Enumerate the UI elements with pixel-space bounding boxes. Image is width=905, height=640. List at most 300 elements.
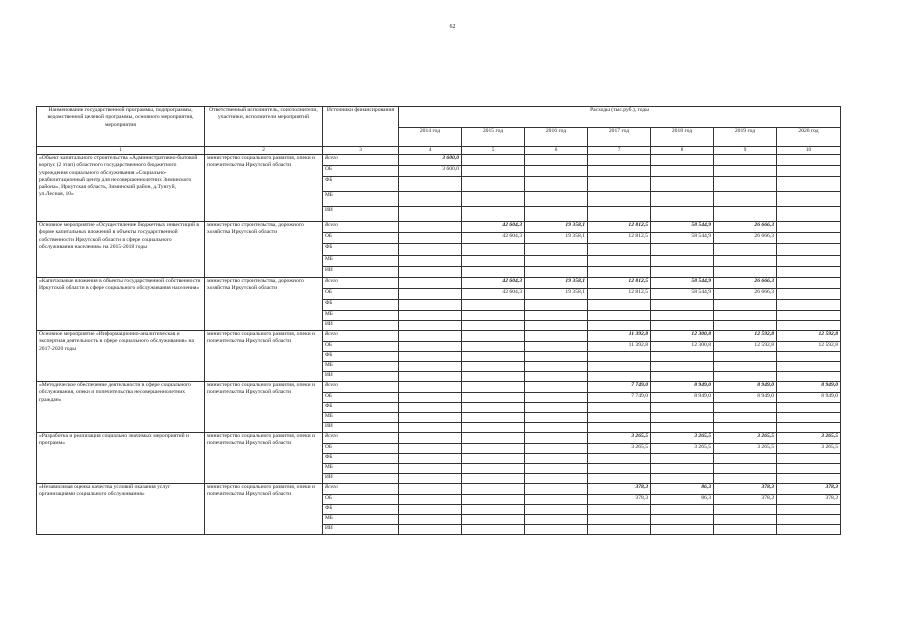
expense-value <box>399 444 462 454</box>
expense-value: 8 949,0 <box>714 382 777 393</box>
activity-name: «Разработка и реализация социально значимых мероприятий и программ» <box>37 433 205 484</box>
expense-value <box>588 267 651 278</box>
executor-name: министерство социального развития, опеки и попечительства Иркутской области <box>205 382 323 433</box>
funding-source: ИИ <box>323 321 399 331</box>
expense-value <box>525 166 588 177</box>
table-row <box>37 484 841 495</box>
expense-value <box>525 433 588 444</box>
expense-value <box>714 515 777 525</box>
expense-value: 26 666,3 <box>714 289 777 300</box>
expense-value <box>399 207 462 222</box>
expense-value <box>525 244 588 256</box>
expense-value: 378,3 <box>588 495 651 505</box>
expense-value <box>588 192 651 207</box>
expense-value <box>399 233 462 244</box>
expense-value <box>399 289 462 300</box>
expense-value <box>462 433 525 444</box>
expense-value <box>777 207 841 222</box>
expense-value <box>399 177 462 192</box>
funding-source: МБ <box>323 256 399 267</box>
funding-source: ОБ <box>323 444 399 454</box>
expense-value <box>462 423 525 433</box>
expense-value <box>651 505 714 515</box>
expense-value: 12 812,5 <box>588 289 651 300</box>
expense-value <box>399 192 462 207</box>
expense-value <box>525 484 588 495</box>
expense-value: 12 592,8 <box>714 331 777 342</box>
expense-value <box>714 166 777 177</box>
expense-value <box>462 321 525 331</box>
expense-value <box>714 267 777 278</box>
expense-value <box>399 413 462 423</box>
expense-value <box>777 267 841 278</box>
expense-value <box>651 362 714 372</box>
executor-name: министерство социального развития, опеки и попечительства Иркутской области <box>205 484 323 535</box>
expense-value: 12 592,8 <box>714 342 777 352</box>
expense-value <box>777 278 841 289</box>
funding-source: ОБ <box>323 342 399 352</box>
expense-value <box>588 423 651 433</box>
expense-value: 86,3 <box>651 484 714 495</box>
expense-value <box>651 454 714 464</box>
expense-value <box>525 352 588 362</box>
expense-value: 42 604,3 <box>462 289 525 300</box>
expense-value <box>777 454 841 464</box>
funding-source: Всего <box>323 155 399 166</box>
expense-value <box>525 372 588 382</box>
expense-value <box>714 207 777 222</box>
expense-value <box>462 444 525 454</box>
expense-value <box>777 403 841 413</box>
expense-value <box>462 311 525 321</box>
header-year: 2014 год <box>399 128 462 147</box>
funding-source: МБ <box>323 464 399 474</box>
expense-value: 42 604,3 <box>462 222 525 233</box>
expense-value <box>588 352 651 362</box>
table-row <box>37 382 841 393</box>
funding-source: ФБ <box>323 352 399 362</box>
funding-source: МБ <box>323 192 399 207</box>
expense-value <box>462 464 525 474</box>
expense-value <box>525 474 588 484</box>
expense-value <box>399 321 462 331</box>
executor-name: министерство строительства, дорожного хозяйства Иркутской области <box>205 222 323 278</box>
expense-value: 19 358,1 <box>525 233 588 244</box>
column-number: 9 <box>714 147 777 155</box>
table-row <box>37 155 841 166</box>
expense-value <box>525 403 588 413</box>
executor-name: министерство строительства, дорожного хозяйства Иркутской области <box>205 278 323 331</box>
expense-value <box>399 362 462 372</box>
expense-value: 3 265,5 <box>588 444 651 454</box>
expense-value <box>462 515 525 525</box>
expense-value: 3 265,5 <box>714 433 777 444</box>
expense-value <box>399 331 462 342</box>
expense-value: 8 949,0 <box>651 382 714 393</box>
funding-source: ОБ <box>323 495 399 505</box>
expense-value <box>714 177 777 192</box>
expense-value <box>399 495 462 505</box>
expense-value <box>525 192 588 207</box>
expense-value <box>588 372 651 382</box>
expense-value <box>588 244 651 256</box>
expense-value <box>525 300 588 311</box>
column-number: 5 <box>462 147 525 155</box>
expense-value <box>777 289 841 300</box>
funding-source: ОБ <box>323 166 399 177</box>
funding-source: ФБ <box>323 244 399 256</box>
expense-value <box>525 382 588 393</box>
expense-value <box>714 311 777 321</box>
expense-value <box>462 192 525 207</box>
expense-value <box>714 403 777 413</box>
expense-value <box>777 474 841 484</box>
expense-value <box>777 321 841 331</box>
expense-value <box>651 207 714 222</box>
expense-value <box>525 177 588 192</box>
expense-value: 12 592,8 <box>777 342 841 352</box>
expense-value <box>462 403 525 413</box>
funding-source: ИИ <box>323 207 399 222</box>
expense-value <box>462 267 525 278</box>
expense-value <box>525 515 588 525</box>
expense-value <box>714 192 777 207</box>
expense-value <box>777 413 841 423</box>
table-row <box>37 278 841 289</box>
expense-value <box>777 256 841 267</box>
funding-source: ОБ <box>323 393 399 403</box>
expense-value: 378,3 <box>777 495 841 505</box>
funding-source: ФБ <box>323 300 399 311</box>
header-expenses: Расходы (тыс.руб.), годы <box>399 107 841 128</box>
expense-value <box>399 525 462 535</box>
funding-source: ФБ <box>323 505 399 515</box>
expense-value <box>462 244 525 256</box>
expense-value <box>462 372 525 382</box>
expense-value: 26 666,3 <box>714 222 777 233</box>
expense-value <box>714 352 777 362</box>
expense-value: 42 604,3 <box>462 278 525 289</box>
expense-value <box>714 300 777 311</box>
expense-value <box>399 382 462 393</box>
expense-value <box>777 300 841 311</box>
expense-value <box>399 352 462 362</box>
expense-value <box>525 321 588 331</box>
expense-value <box>462 484 525 495</box>
expense-value <box>714 155 777 166</box>
expense-value: 7 749,0 <box>588 393 651 403</box>
expense-value: 12 300,8 <box>651 331 714 342</box>
expense-value <box>777 244 841 256</box>
header-name: Наименование государственной программы, подпрограммы, ведомственной целевой программы, основного мероприятия, мероприятия <box>37 107 205 147</box>
funding-source: ИИ <box>323 267 399 278</box>
expense-value <box>714 464 777 474</box>
expense-value <box>588 177 651 192</box>
expense-value <box>777 192 841 207</box>
funding-source: ИИ <box>323 372 399 382</box>
expense-value <box>714 423 777 433</box>
expense-value <box>399 342 462 352</box>
funding-source: Всего <box>323 278 399 289</box>
expense-value <box>399 311 462 321</box>
expense-value <box>777 155 841 166</box>
expense-value <box>399 372 462 382</box>
expense-value: 26 666,3 <box>714 233 777 244</box>
expense-value: 12 812,5 <box>588 233 651 244</box>
expense-value <box>399 278 462 289</box>
expense-value <box>714 505 777 515</box>
activity-name: «Независимая оценка качества условий оказания услуг организациями социального обслуживания» <box>37 484 205 535</box>
expense-value <box>399 454 462 464</box>
expense-value <box>777 464 841 474</box>
expense-value <box>714 244 777 256</box>
expense-value <box>399 505 462 515</box>
executor-name: министерство социального развития, опеки и попечительства Иркутской области <box>205 155 323 222</box>
expense-value <box>651 155 714 166</box>
expense-value <box>462 382 525 393</box>
expense-value: 26 666,3 <box>714 278 777 289</box>
expense-value <box>588 166 651 177</box>
column-number: 7 <box>588 147 651 155</box>
expense-value: 3 265,5 <box>777 444 841 454</box>
activity-name: Основное мероприятие «Информационно-аналитическая и экспертная деятельность в сфере социального обслуживания» на 2017-2020 годы <box>37 331 205 382</box>
expense-value <box>462 256 525 267</box>
expense-value <box>588 256 651 267</box>
expense-value: 12 812,5 <box>588 278 651 289</box>
expense-value: 3 600,0 <box>399 166 462 177</box>
column-number: 2 <box>205 147 323 155</box>
page-number: 62 <box>449 24 456 30</box>
expense-value <box>714 362 777 372</box>
funding-source: ФБ <box>323 177 399 192</box>
expense-value <box>588 362 651 372</box>
expense-value <box>777 177 841 192</box>
expense-value <box>777 362 841 372</box>
expense-value <box>651 300 714 311</box>
expense-value <box>525 423 588 433</box>
funding-source: МБ <box>323 362 399 372</box>
expense-value <box>525 256 588 267</box>
expense-value <box>462 155 525 166</box>
expense-value: 58 544,9 <box>651 289 714 300</box>
funding-source: ИИ <box>323 474 399 484</box>
expense-value <box>525 505 588 515</box>
funding-source: Всего <box>323 433 399 444</box>
expense-value <box>525 267 588 278</box>
expense-value <box>714 413 777 423</box>
expense-value <box>462 177 525 192</box>
expense-value <box>399 474 462 484</box>
expense-value <box>525 207 588 222</box>
expense-value <box>777 311 841 321</box>
expense-value: 8 949,0 <box>714 393 777 403</box>
expense-value <box>525 495 588 505</box>
expense-value <box>588 515 651 525</box>
header-year: 2019 год <box>714 128 777 147</box>
expense-value: 86,3 <box>651 495 714 505</box>
activity-name: «Методическое обеспечение деятельности в сфере социального обслуживания, опеки и попечительства несовершеннолетних граждан» <box>37 382 205 433</box>
executor-name: министерство социального развития, опеки и попечительства Иркутской области <box>205 433 323 484</box>
expense-value <box>462 413 525 423</box>
header-year: 2020 год <box>777 128 841 147</box>
expense-value: 8 949,0 <box>777 393 841 403</box>
expense-value <box>777 352 841 362</box>
activity-name: «Объект капитального строительства «Административно-бытовой корпус (2 этап) областного государственного бюджетного учреждения социального обслуживания «Социально-реабилитационный центр для несовершеннолетних Зиминского района», Иркутская область, Зиминский район, д.Тунгуй, ул.Лесная, 10» <box>37 155 205 222</box>
expense-value <box>525 331 588 342</box>
expense-value <box>525 155 588 166</box>
expense-value: 11 392,8 <box>588 331 651 342</box>
column-number: 3 <box>323 147 399 155</box>
expense-value <box>651 166 714 177</box>
expense-value: 12 300,8 <box>651 342 714 352</box>
expense-value <box>777 166 841 177</box>
expense-value <box>714 474 777 484</box>
activity-name: Основное мероприятие «Осуществление бюджетных инвестиций в форме капитальных вложений в объекты государственной собственности Иркутской области в сфере социального обслуживания населения» на 2015-2018 годы <box>37 222 205 278</box>
expense-value <box>462 166 525 177</box>
expense-value <box>525 362 588 372</box>
expense-value: 12 812,5 <box>588 222 651 233</box>
expense-value: 3 265,5 <box>651 444 714 454</box>
funding-source: ОБ <box>323 289 399 300</box>
table-row <box>37 433 841 444</box>
activity-name: «Капитальные вложения в объекты государственной собственности Иркутской области в сфере социального обслуживания населения» <box>37 278 205 331</box>
expense-value <box>462 300 525 311</box>
column-number-row <box>37 147 841 155</box>
expense-value: 42 604,3 <box>462 233 525 244</box>
expense-value <box>588 464 651 474</box>
expense-value <box>462 474 525 484</box>
header-year: 2017 год <box>588 128 651 147</box>
table-row <box>37 331 841 342</box>
expense-value <box>399 300 462 311</box>
column-number: 10 <box>777 147 841 155</box>
expense-value <box>651 321 714 331</box>
expense-value <box>399 464 462 474</box>
funding-source: Всего <box>323 382 399 393</box>
expense-value <box>462 525 525 535</box>
expense-value <box>399 244 462 256</box>
expense-value <box>777 515 841 525</box>
expense-value <box>651 192 714 207</box>
expense-value <box>651 403 714 413</box>
expense-value <box>588 525 651 535</box>
funding-source: МБ <box>323 413 399 423</box>
expense-value <box>651 372 714 382</box>
expense-value <box>714 525 777 535</box>
expense-value <box>777 525 841 535</box>
header-source: Источники финансирования <box>323 107 399 147</box>
expense-value <box>714 256 777 267</box>
expense-value: 58 544,9 <box>651 233 714 244</box>
funding-source: ИИ <box>323 525 399 535</box>
expense-value: 3 265,5 <box>777 433 841 444</box>
column-number: 6 <box>525 147 588 155</box>
expense-value <box>651 413 714 423</box>
expense-value <box>588 403 651 413</box>
expense-value <box>651 515 714 525</box>
expense-value <box>462 331 525 342</box>
expense-value <box>588 311 651 321</box>
expense-value <box>588 505 651 515</box>
expense-value <box>651 311 714 321</box>
funding-source: ОБ <box>323 233 399 244</box>
expense-value <box>525 393 588 403</box>
expense-value <box>399 403 462 413</box>
expense-value: 378,3 <box>588 484 651 495</box>
expense-value: 378,3 <box>714 484 777 495</box>
expense-value: 58 544,9 <box>651 222 714 233</box>
expense-value <box>462 207 525 222</box>
expense-value <box>399 256 462 267</box>
expense-value: 3 265,5 <box>588 433 651 444</box>
expense-value <box>777 505 841 515</box>
header-year: 2016 год <box>525 128 588 147</box>
funding-source: Всего <box>323 484 399 495</box>
expense-value: 8 949,0 <box>777 382 841 393</box>
expense-value: 11 392,8 <box>588 342 651 352</box>
expense-value: 19 358,1 <box>525 222 588 233</box>
table-body <box>37 155 841 535</box>
expense-value <box>525 311 588 321</box>
expense-value: 12 592,8 <box>777 331 841 342</box>
expense-value <box>777 233 841 244</box>
expense-value <box>525 444 588 454</box>
expense-value <box>525 454 588 464</box>
expense-value <box>651 525 714 535</box>
expense-value <box>651 244 714 256</box>
expense-value <box>777 222 841 233</box>
expense-value: 378,3 <box>777 484 841 495</box>
expense-value <box>462 342 525 352</box>
expense-value <box>651 423 714 433</box>
expense-value <box>462 454 525 464</box>
column-number: 8 <box>651 147 714 155</box>
expense-value <box>777 423 841 433</box>
expense-value <box>588 155 651 166</box>
funding-source: Всего <box>323 331 399 342</box>
expense-value <box>588 321 651 331</box>
budget-table <box>36 106 841 535</box>
funding-source: ФБ <box>323 454 399 464</box>
expense-value: 378,3 <box>714 495 777 505</box>
expense-value <box>588 300 651 311</box>
expense-value <box>651 352 714 362</box>
expense-value <box>399 515 462 525</box>
expense-value: 19 358,1 <box>525 278 588 289</box>
expense-value <box>714 454 777 464</box>
executor-name: министерство социального развития, опеки и попечительства Иркутской области <box>205 331 323 382</box>
expense-value: 19 358,1 <box>525 289 588 300</box>
expense-value <box>525 342 588 352</box>
expense-value <box>714 372 777 382</box>
expense-value <box>588 207 651 222</box>
expense-value <box>399 484 462 495</box>
header-year: 2015 год <box>462 128 525 147</box>
expense-value <box>399 267 462 278</box>
expense-value: 3 265,5 <box>651 433 714 444</box>
expense-value <box>777 372 841 382</box>
expense-value <box>525 525 588 535</box>
expense-value <box>399 222 462 233</box>
expense-value: 8 949,0 <box>651 393 714 403</box>
header-executor: Ответственный исполнитель, соисполнители, участники, исполнители мероприятий <box>205 107 323 147</box>
funding-source: ФБ <box>323 403 399 413</box>
expense-value <box>399 433 462 444</box>
funding-source: ИИ <box>323 423 399 433</box>
expense-value <box>714 321 777 331</box>
expense-value <box>462 495 525 505</box>
column-number: 4 <box>399 147 462 155</box>
